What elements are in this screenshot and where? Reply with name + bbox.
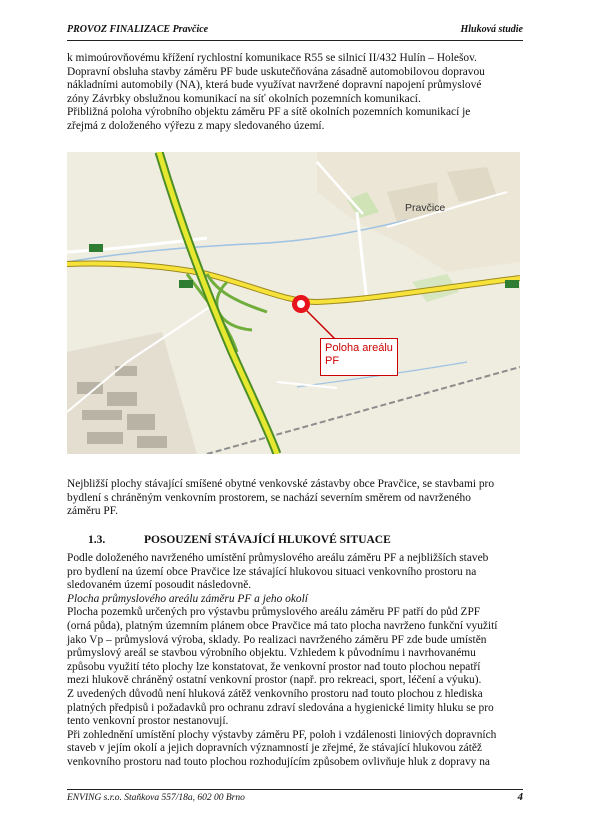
text-line: sledovaném území posoudit následovně. bbox=[67, 579, 252, 592]
text-line: Plocha pozemků určených pro výstavbu průmyslového areálu záměru PF patří do půd ZPF bbox=[67, 606, 481, 619]
section-title: POSOUZENÍ STÁVAJÍCÍ HLUKOVÉ SITUACE bbox=[144, 534, 391, 546]
subheading: Plocha průmyslového areálu záměru PF a jeho okolí bbox=[67, 592, 308, 605]
location-label-line: PF bbox=[325, 355, 340, 367]
section-number: 1.3. bbox=[88, 534, 106, 546]
text-line: venkovního prostoru nad touto plochou rozhodujícím způsobem ovlivňuje hluk z dopravy na bbox=[67, 755, 490, 768]
map-graphic bbox=[67, 152, 520, 454]
text-line: Přibližná poloha výrobního objektu záměru PF a sítě okolních pozemních komunikací je bbox=[67, 106, 471, 119]
location-map bbox=[67, 152, 520, 454]
road-shield bbox=[179, 280, 193, 288]
text-line: bydlení s chráněným venkovním prostorem, se nachází severním směrem od navrženého bbox=[67, 491, 471, 504]
header-project-title: PROVOZ FINALIZACE Pravčice bbox=[67, 24, 209, 35]
after-map-paragraph bbox=[67, 478, 525, 519]
town-label: Pravčice bbox=[405, 202, 446, 214]
location-label bbox=[320, 338, 398, 376]
text-line: staveb v jejím okolí a jejich dopravních významností je zřejmé, že stávající hlukovou zátěž bbox=[67, 742, 482, 755]
intro-paragraph bbox=[67, 52, 525, 134]
location-label-line: Poloha areálu bbox=[325, 342, 393, 354]
text-line: Podle doloženého navrženého umístění průmyslového areálu záměru PF a nejbližších staveb bbox=[67, 552, 489, 564]
text-line: zóny Závrbky obslužnou komunikací na síť okolních pozemních komunikací. bbox=[67, 92, 421, 105]
text-line: tento venkovní prostor nestanovují. bbox=[67, 715, 229, 728]
road-shield bbox=[505, 280, 519, 288]
header-document-type: Hluková studie bbox=[460, 24, 523, 35]
text-line: Nejbližší plochy stávající smíšené obytné venkovské zástavby obce Pravčice, se stavbami pro bbox=[67, 478, 495, 490]
location-marker-center bbox=[297, 300, 305, 308]
section-body bbox=[67, 552, 525, 770]
page-header bbox=[67, 22, 523, 41]
text-line: (orná půda), platným územním plánem obce Pravčice má tato plocha navrženo funkční využití bbox=[67, 619, 498, 632]
text-line: záměru PF. bbox=[67, 505, 118, 518]
text-line: Dopravní obsluha stavby záměru PF bude uskutečňována zásadně automobilovou dopravou bbox=[67, 65, 485, 78]
text-line: nákladními automobily (NA), která bude využívat navržené dopravní napojení průmyslové bbox=[67, 79, 482, 92]
text-line: k mimoúrovňovému křížení rychlostní komunikace R55 se silnicí II/432 Hulín – Holešov. bbox=[67, 52, 477, 64]
text-line: Při zohlednění umístění plochy výstavby záměru PF, poloh i vzdálenosti liniových dopravních bbox=[67, 728, 497, 741]
road-shield bbox=[89, 244, 103, 252]
text-line: jako Vp – průmyslová výroba, sklady. Po realizaci navrženého záměru PF zde bude umístěn bbox=[67, 633, 487, 646]
section-heading bbox=[88, 534, 391, 546]
text-line: pro bydlení na území obce Pravčice lze stávající hlukovou situaci venkovního prostoru na bbox=[67, 565, 477, 578]
footer-company: ENVING s.r.o. Staňkova 557/18a, 602 00 Brno bbox=[67, 793, 245, 803]
page-number: 4 bbox=[517, 791, 523, 803]
text-line: zřejmá z doloženého výřezu z mapy sledovaného území. bbox=[67, 119, 325, 132]
text-line: průmyslový areál se stavbou výrobního objektu. Vzhledem k původnímu i navrhovanému bbox=[67, 647, 476, 660]
text-line: způsobu využití této plochy lze konstatovat, že venkovní prostor nad touto plochou nepatří bbox=[67, 660, 481, 673]
page-footer bbox=[67, 789, 523, 804]
text-line: Z uvedených důvodů není hluková zátěž venkovního prostoru nad touto plochou z hlediska bbox=[67, 687, 483, 700]
text-line: mezi hlukově chráněný ostatní venkovní prostor (např. pro rekreaci, sport, léčení a výuku). bbox=[67, 674, 482, 687]
text-line: platných předpisů i požadavků pro ochranu zdraví sledována a hygienické limity hluku se pro bbox=[67, 701, 494, 714]
